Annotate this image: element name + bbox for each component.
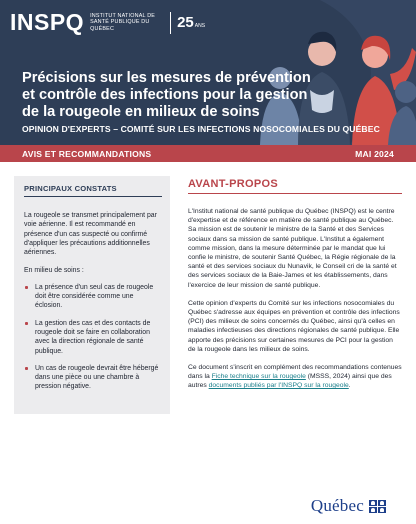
list-item: La présence d'un seul cas de rougeole doit être considérée comme une éclosion. [24,283,162,311]
key-findings-list [24,283,162,392]
quebec-signature [311,496,386,516]
logo-wordmark: INSPQ [10,9,85,35]
foreword-paragraph-1: L'Institut national de santé publique du Québec (INSPQ) est le centre d'expertise et de référence en matière de santé publique au Québec. Sa mission est de soutenir le ministre de la Santé et des Services sociaux dans sa mission de santé publique. L'Institut a également comme mission, dans la mesure déterminée par le mandat que lui confie le ministre, de soutenir Santé Québec, la Régie régionale de la santé et des services sociaux du Nunavik, le Conseil cri de la santé et des services sociaux de la Baie-James et les établissements, dans l'exercice de leur mission de santé publique. [188,208,397,289]
list-item: La gestion des cas et des contacts de rougeole doit se faire en collaboration avec la direction régionale de santé publique. [24,319,162,356]
document-category: AVIS ET RECOMMANDATIONS [22,148,152,159]
list-item: Un cas de rougeole devrait être hébergé dans une pièce ou une chambre à pression négative. [24,364,162,392]
foreword-section [188,178,402,400]
quebec-wordmark: Québec [310,496,364,515]
anniversary-unit: ANS [194,23,206,29]
inspq-publications-link[interactable]: documents publiés par l'INSPQ sur la rougeole [208,382,349,390]
category-band [0,145,416,162]
logo-institute-name: INSTITUT NATIONAL DE SANTÉ PUBLIQUE DU QUÉBEC [90,12,156,32]
foreword-paragraph-2: Cette opinion d'experts du Comité sur les infections nosocomiales du Québec s'adresse aux équipes en prévention et contrôle des infections (PCI) des milieux de soins concernés du Québec, ainsi qu'à celles en maladies infectieuses des directions régionales de santé publique. Elle apporte des précisions sur certaines mesures de PCI pour la gestion de la rougeole dans les milieux de soins. [188,299,400,353]
key-findings-intro: La rougeole se transmet principalement par voie aérienne. Il est recommandé en présence d'un cas suspecté ou confirmé d'appliquer les précautions additionnelles aériennes. [24,212,157,257]
key-findings-box [14,176,170,414]
measles-fact-sheet-link[interactable]: Fiche technique sur la rougeole [211,373,306,381]
anniversary-badge [177,15,205,30]
anniversary-number: 25 [177,14,194,31]
paragraph-text: (MSSS, 2024) ainsi que des autres [188,373,392,390]
logo-divider [170,12,171,34]
document-title: Précisions sur les mesures de prévention et contrôle des infections pour la gestion de la rougeole en milieux de soins [22,70,311,121]
key-findings-subheading: En milieu de soins : [24,267,84,275]
foreword-heading: AVANT-PROPOS [188,178,278,190]
paragraph-text: . [348,382,351,390]
inspq-logo[interactable] [10,11,205,34]
fleur-de-lis-flag-icon [369,500,386,513]
cover-header [0,0,416,145]
publication-date: MAI 2024 [355,148,394,159]
key-findings-heading: PRINCIPAUX CONSTATS [24,184,117,193]
foreword-divider [188,193,402,194]
foreword-paragraph-3 [188,363,402,391]
document-subtitle: OPINION D'EXPERTS – COMITÉ SUR LES INFECTIONS NOSOCOMIALES DU QUÉBEC [22,124,380,134]
paragraph-text: Ce document s'inscrit en complément des recommandations contenues dans la [188,364,402,381]
key-findings-divider [24,196,162,197]
